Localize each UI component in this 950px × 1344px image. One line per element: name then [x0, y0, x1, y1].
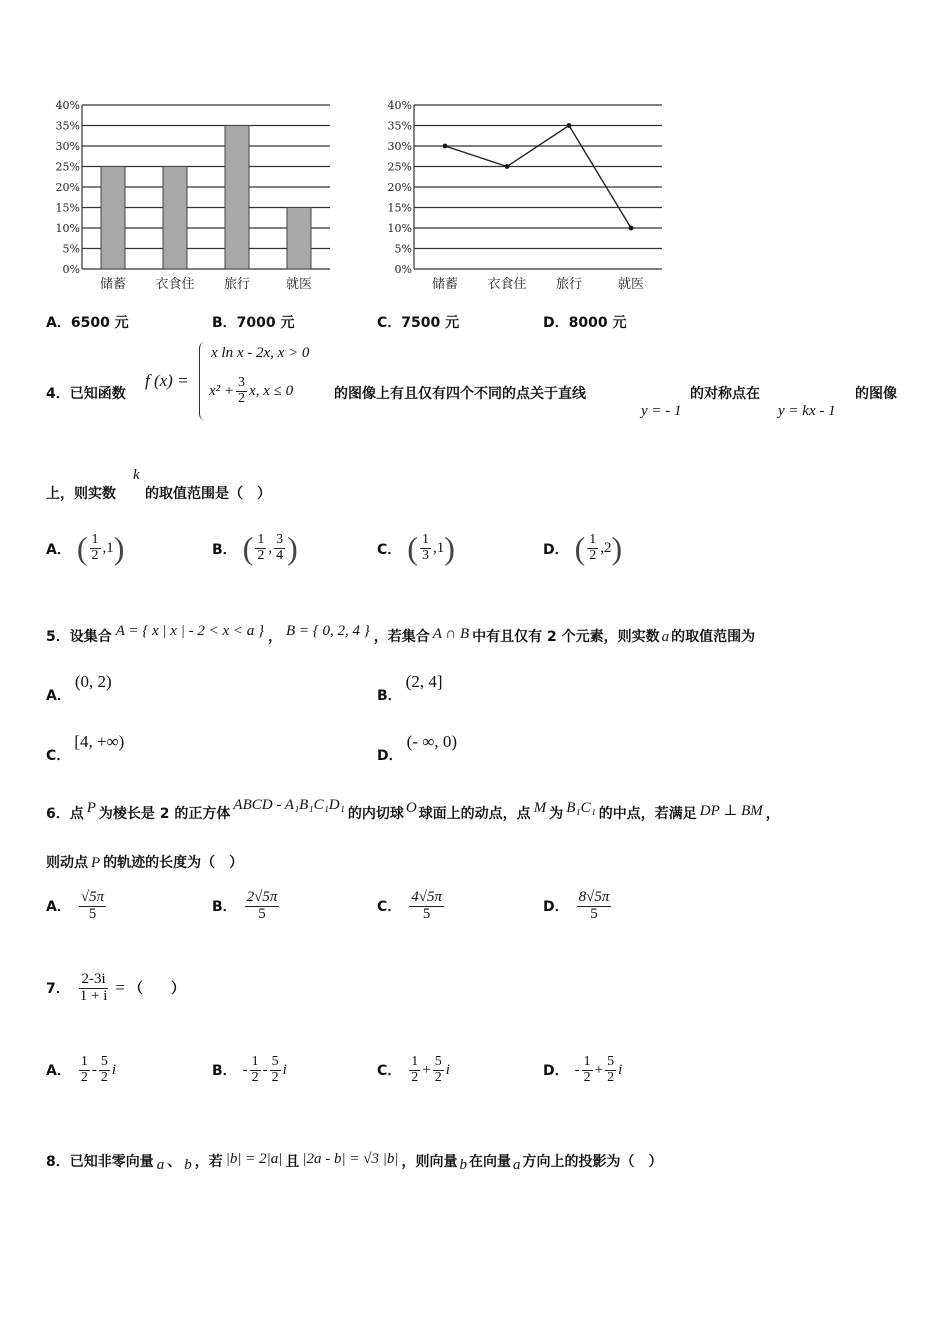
point-储蓄: [443, 144, 448, 149]
q7-option-d[interactable]: D． - $\frac{1}{2}$ + $\frac{5}{2}$ i: [543, 1054, 623, 1085]
q5-option-a[interactable]: A． (0, 2): [46, 672, 112, 704]
y-tick-label: 25%: [55, 160, 80, 174]
q6-stem-line2: 则动点 P 的轨迹的长度为（ ）: [46, 855, 244, 871]
option-label: D．: [543, 315, 569, 331]
y-tick-label: 5%: [62, 242, 80, 256]
q4-stem-middle: 的图像上有且仅有四个不同的点关于直线: [334, 386, 586, 402]
option-text: 8000 元: [568, 315, 627, 331]
q7-option-c[interactable]: C． $\frac{1}{2}$ + $\frac{5}{2}$ i: [377, 1054, 450, 1085]
q3-option-d[interactable]: [543, 312, 626, 332]
q4-option-c[interactable]: C． ( $\frac{1}{3}$ ,1 ): [377, 530, 455, 566]
q4-case-1: x ln x - 2x, x > 0: [211, 345, 310, 361]
y-tick-label: 35%: [55, 119, 80, 133]
x-tick-label: 储蓄: [99, 277, 127, 292]
q8-stem: 8． 已知非零向量 a 、 b ，若 |b| = 2|a| 且 |2a - b| = √3 |b| ，则向量 b 在向量 a 方向上的投影为（ ）: [46, 1151, 663, 1173]
q4-piecewise-brace: [199, 342, 207, 420]
q3-option-a[interactable]: [46, 312, 129, 332]
q6-option-b[interactable]: B． $\frac{2√5\pi}{5}$: [212, 889, 278, 922]
option-label: A．: [46, 315, 71, 331]
option-text: 7500 元: [401, 315, 460, 331]
series-line: [445, 126, 631, 229]
x-tick-label: 就医: [617, 277, 645, 292]
q4-stem-line2: 上，则实数: [46, 486, 116, 502]
q3-option-b[interactable]: [212, 312, 295, 332]
x-tick-label: 衣食住: [487, 277, 527, 292]
q4-stem-start: 4．已知函数: [46, 386, 126, 402]
q7-option-a[interactable]: A． $\frac{1}{2}$ - $\frac{5}{2}$ i: [46, 1054, 117, 1085]
y-tick-label: 0%: [394, 263, 412, 276]
q4-case-2: x² + $\frac{3}{2}$ x, x ≤ 0: [209, 375, 294, 406]
q4-option-d[interactable]: D． ( $\frac{1}{2}$ ,2 ): [543, 530, 623, 566]
bar-旅行: [225, 126, 249, 270]
q4-option-b[interactable]: B． ( $\frac{1}{2}$ , $\frac{3}{4}$ ): [212, 530, 298, 566]
q4-function-name: f (x) =: [145, 371, 189, 390]
point-衣食住: [505, 164, 510, 169]
q6-option-c[interactable]: C． $\frac{4√5\pi}{5}$: [377, 889, 443, 922]
y-tick-label: 10%: [387, 222, 412, 235]
q5-option-c[interactable]: C． [4, +∞): [46, 732, 125, 764]
x-tick-label: 储蓄: [431, 277, 459, 292]
y-tick-label: 25%: [387, 160, 412, 174]
option-label: B．: [212, 315, 237, 331]
q5-option-d[interactable]: D． (- ∞, 0): [377, 732, 457, 764]
y-tick-label: 35%: [387, 119, 412, 133]
x-tick-label: 就医: [285, 277, 313, 292]
y-tick-label: 0%: [62, 263, 80, 276]
q5-stem: 5． 设集合 A = { x | x | - 2 < x < a } ， B = { 0, 2, 4 } ，若集合 A ∩ B 中有且仅有 2 个元素，则实数 a 的取值范围为: [46, 623, 756, 645]
option-text: 7000 元: [236, 315, 295, 331]
x-tick-label: 衣食住: [155, 277, 195, 292]
q4-stem-middle-2: 的对称点在: [690, 386, 760, 402]
y-tick-label: 40%: [55, 99, 80, 112]
q4-k: k: [133, 467, 140, 483]
y-tick-label: 15%: [387, 201, 412, 215]
point-就医: [629, 226, 634, 231]
q6-stem: 6． 点 P 为棱长是 2 的正方体 ABCD - A₁B₁C₁D₁ 的内切球 O 球面上的动点，点 M 为 B₁C₁ 的中点，若满足 DP ⊥ BM ，: [46, 797, 780, 822]
q7-option-b[interactable]: B． - $\frac{1}{2}$ - $\frac{5}{2}$ i: [212, 1054, 287, 1085]
q4-option-a[interactable]: A． ( $\frac{1}{2}$ ,1 ): [46, 530, 125, 566]
option-label: C．: [377, 315, 402, 331]
bar-chart: [40, 95, 340, 295]
x-tick-label: 旅行: [555, 277, 583, 292]
y-tick-label: 30%: [387, 140, 412, 153]
y-tick-label: 40%: [387, 99, 412, 112]
q4-stem-line2-end: 的取值范围是（ ）: [145, 486, 271, 502]
bar-衣食住: [163, 167, 187, 270]
q4-line-2: y = kx - 1: [778, 403, 836, 419]
q3-option-c[interactable]: [377, 312, 459, 332]
y-tick-label: 5%: [394, 242, 412, 256]
y-tick-label: 15%: [55, 201, 80, 215]
y-tick-label: 20%: [387, 181, 412, 194]
q5-option-b[interactable]: B． (2, 4]: [377, 672, 443, 704]
y-tick-label: 20%: [55, 181, 80, 194]
q6-option-d[interactable]: D． $\frac{8√5\pi}{5}$: [543, 889, 610, 922]
y-tick-label: 10%: [55, 222, 80, 235]
line-chart: [372, 95, 672, 295]
q4-line-1: y = - 1: [641, 403, 682, 419]
option-text: 6500 元: [70, 315, 129, 331]
point-旅行: [567, 123, 572, 128]
x-tick-label: 旅行: [223, 277, 251, 292]
q6-option-a[interactable]: A． $\frac{√5\pi}{5}$: [46, 889, 105, 922]
y-tick-label: 30%: [55, 140, 80, 153]
bar-就医: [287, 208, 311, 270]
q4-stem-end: 的图像: [855, 386, 897, 402]
q7-stem: 7． $\frac{2-3i}{1 + i}$ = （ ）: [46, 971, 185, 1004]
bar-储蓄: [101, 167, 125, 270]
